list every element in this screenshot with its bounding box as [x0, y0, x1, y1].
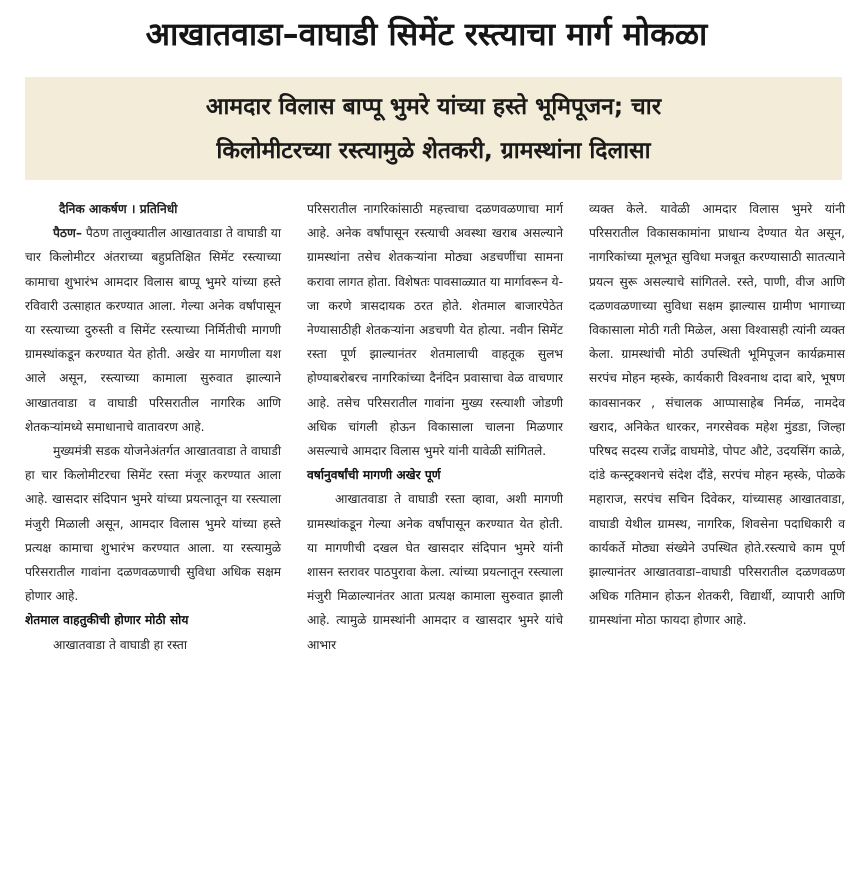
section-subhead: वर्षानुवर्षांची मागणी अखेर पूर्ण [307, 468, 441, 483]
subheadline-line-1: आमदार विलास बाप्पू भुमरे यांच्या हस्ते भूमिपूजन; चार [205, 94, 662, 120]
paragraph: मुख्यमंत्री सडक योजनेअंतर्गत आखातवाडा ते वाघाडी हा चार किलोमीटरचा सिमेंट रस्ता मंजूर करण्यात आला आहे. खासदार संदिपान भुमरे यांच्या प्रयत्नातून या रस्त्याला मंजुरी मिळाली असून, आमदार विलास भुमरे यांच्या हस्ते प्रत्यक्ष कामाचा शुभारंभ करण्यात आला. या रस्त्यामुळे परिसरातील गावांना दळणवळणाची सुविधा अधिक सक्षम होणार आहे. [25, 444, 281, 604]
paragraph [25, 221, 281, 439]
paragraph-text: पैठण तालुक्यातील आखातवाडा ते वाघाडी या चार किलोमीटर अंतराच्या बहुप्रतिक्षित सिमेंट रस्त्याच्या कामाचा शुभारंभ आमदार विलास बाप्पू भुमरे यांच्या हस्ते रविवारी उत्साहात करण्यात आला. गेल्या अनेक वर्षांपासून या रस्त्याच्या दुरुस्ती व सिमेंट रस्त्याच्या निर्मितीची मागणी ग्रामस्थांकडून करण्यात येत होती. अखेर या मागणीला यश आले असून, रस्त्याच्या कामाला सुरुवात झाल्याने आखातवाडा व वाघाडी परिसरातील नागरिक आणि शेतकऱ्यांमध्ये समाधानाचे वातावरण आहे. [25, 226, 281, 434]
subheadline-box [25, 77, 842, 180]
paragraph: परिसरातील नागरिकांसाठी महत्त्वाचा दळणवळणाचा मार्ग आहे. अनेक वर्षांपासून रस्त्याची अवस्था खराब असल्याने ग्रामस्थांना तसेच शेतकऱ्यांना मोठ्या अडचणींचा सामना करावा लागत होता. विशेषतः पावसाळ्यात या मार्गावरून ये-जा करणे त्रासदायक ठरत होते. शेतमाल बाजारपेठेत नेण्यासाठीही शेतकऱ्यांना अडचणी येत होत्या. नवीन सिमेंट रस्ता पूर्ण झाल्यानंतर शेतमालाची वाहतूक सुलभ होण्याबरोबरच नागरिकांच्या दैनंदिन प्रवासाचा वेळ वाचणार आहे. तसेच परिसरातील गावांना मुख्य रस्त्याशी जोडणी अधिक चांगली होऊन विकासाला चालना मिळणार असल्याचे आमदार विलास भुमरे यांनी यावेळी सांगितले. [307, 202, 563, 459]
dateline-place: पैठण– [53, 226, 82, 241]
paragraph: आखातवाडा ते वाघाडी हा रस्ता [53, 637, 188, 652]
article-column-1 [25, 197, 281, 657]
paragraph: व्यक्त केले. यावेळी आमदार विलास भुमरे यांनी परिसरातील विकासकामांना प्राधान्य देण्यात येत असून, नागरिकांच्या मूलभूत सुविधा मजबूत करण्यासाठी सातत्याने प्रयत्न सुरू असल्याचे सांगितले. रस्ते, पाणी, वीज आणि दळणवळणाच्या सुविधा सक्षम झाल्यास ग्रामीण भागाच्या विकासाला मोठी गती मिळेल, असा विश्वासही त्यांनी व्यक्त केला. ग्रामस्थांची मोठी उपस्थिती भूमिपूजन कार्यक्रमास सरपंच मोहन म्हस्के, कार्यकारी विश्वनाथ दादा बारे, भूषण कावसानकर , संचालक आप्पासाहेब निर्मळ, नामदेव खराद, अनिकेत धारकर, नगरसेवक महेश मुंडडा, जिल्हा परिषद सदस्य राजेंद्र वाघमोडे, पोपट औटे, उदयसिंग काळे, दांडे कन्स्ट्रक्शनचे संदेश दौंडे, सरपंच मोहन म्हस्के, पोळके महाराज, सरपंच सचिन दिवेकर, यांच्यासह आखातवाडा, वाघाडी येथील ग्रामस्थ, नागरिक, शिवसेना पदाधिकारी व कार्यकर्ते मोठ्या संख्येने उपस्थित होते.रस्त्याचे काम पूर्ण झाल्यानंतर आखातवाडा–वाघाडी परिसरातील दळणवळण अधिक गतिमान होऊन शेतकरी, विद्यार्थी, व्यापारी आणि ग्रामस्थांना मोठा फायदा होणार आहे. [589, 202, 845, 628]
byline: दैनिक आकर्षण । प्रतिनिधी [59, 202, 178, 216]
paragraph: आखातवाडा ते वाघाडी रस्ता व्हावा, अशी मागणी ग्रामस्थांकडून गेल्या अनेक वर्षांपासून करण्यात येत होती. या मागणीची दखल घेत खासदार संदिपान भुमरे यांनी शासन स्तरावर पाठपुरावा केला. त्यांच्या प्रयत्नातून रस्त्याला मंजुरी मिळाल्यानंतर आता प्रत्यक्ष कामाला सुरुवात झाली आहे. त्यामुळे ग्रामस्थांनी आमदार व खासदार भुमरे यांचे आभार [307, 492, 563, 652]
article-column-3 [589, 197, 845, 633]
article-column-2 [307, 197, 563, 657]
subheadline-line-2: किलोमीटरच्या रस्त्यामुळे शेतकरी, ग्रामस्थांना दिलासा [216, 138, 651, 164]
headline: आखातवाडा–वाघाडी सिमेंट रस्त्याचा मार्ग मोकळा [145, 15, 708, 53]
section-subhead: शेतमाल वाहतुकीची होणार मोठी सोय [25, 613, 189, 628]
